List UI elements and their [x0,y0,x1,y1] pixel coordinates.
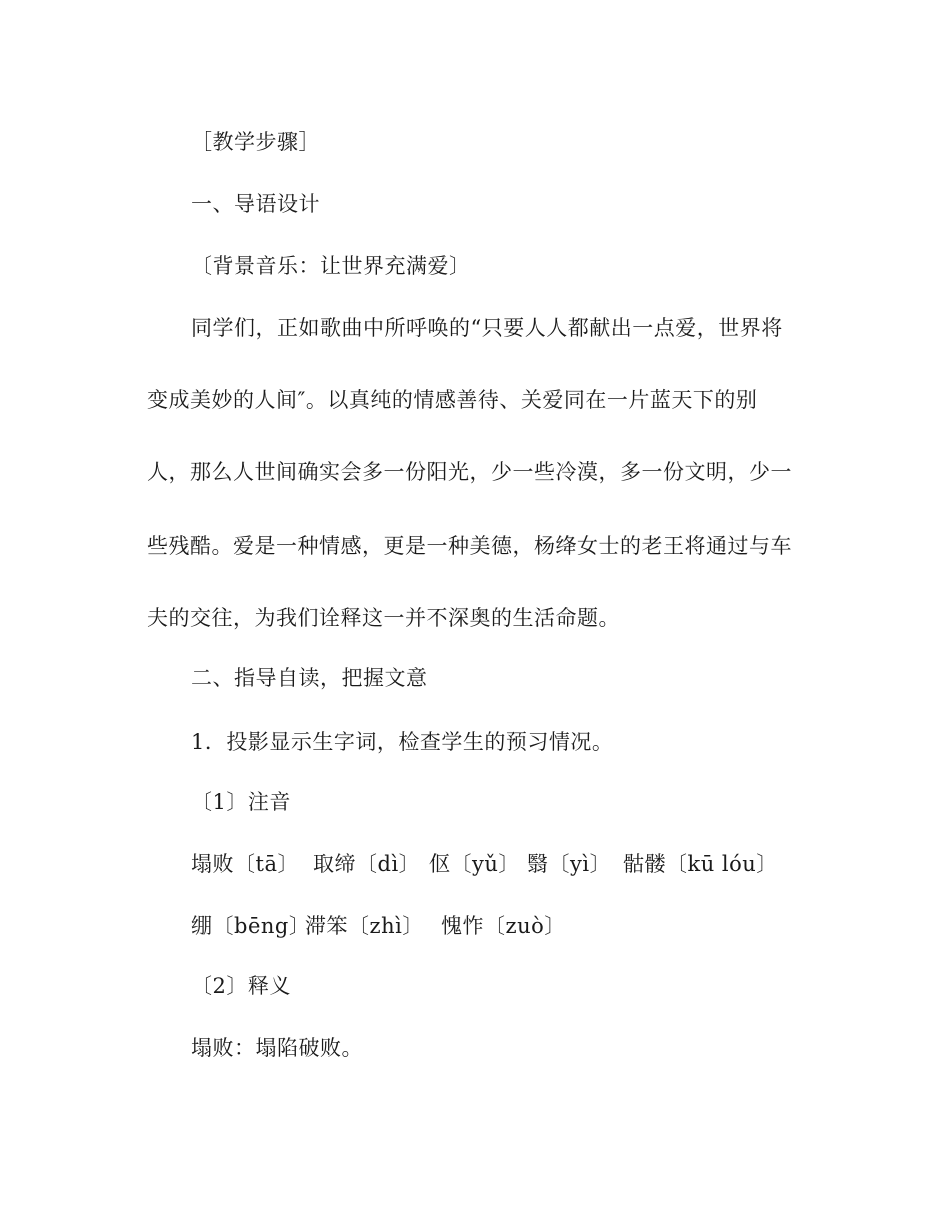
pinyin-item: 取缔〔dì〕 [313,852,421,876]
step-1-text: 1．投影显示生字词，检查学生的预习情况。 [191,730,614,754]
pronunciation-subtitle: 〔1〕注音 [191,790,291,814]
pinyin-item: 塌败〔tā〕 [191,852,299,876]
intro-paragraph-line-5: 夫的交往，为我们诠释这一并不深奥的生活命题。 [147,606,620,630]
definition-subtitle: 〔2〕释义 [191,974,291,998]
intro-paragraph-line-4: 些残酷。爱是一种情感，更是一种美德，杨绛女士的老王将通过与车 [147,534,792,558]
pinyin-item: 绷〔bēng〕 [191,914,311,938]
intro-paragraph-line-2: 变成美妙的人间″。以真纯的情感善待、关爱同在一片蓝天下的别 [147,388,758,412]
pinyin-item: 骷髅〔kū lóu〕 [623,852,778,876]
pinyin-item: 翳〔yì〕 [527,852,612,876]
pinyin-item: 滞笨〔zhì〕 [305,914,424,938]
intro-paragraph-line-1: 同学们，正如歌曲中所呼唤的“只要人人都献出一点爱，世界将 [191,316,783,340]
intro-paragraph-line-3: 人，那么人世间确实会多一份阳光，少一些冷漠，多一份文明，少一 [147,460,792,484]
pinyin-row-1 [191,850,778,878]
pinyin-item: 伛〔yǔ〕 [429,852,520,876]
pinyin-row-2 [191,912,566,940]
background-music-note: 〔背景音乐：让世界充满爱〕 [191,254,471,278]
section-2-title: 二、指导自读，把握文意 [191,666,428,690]
definition-1: 塌败：塌陷破败。 [191,1036,363,1060]
section-1-title: 一、导语设计 [191,192,320,216]
pinyin-item: 愧怍〔zuò〕 [441,914,566,938]
teaching-steps-heading: ［教学步骤］ [191,130,320,154]
